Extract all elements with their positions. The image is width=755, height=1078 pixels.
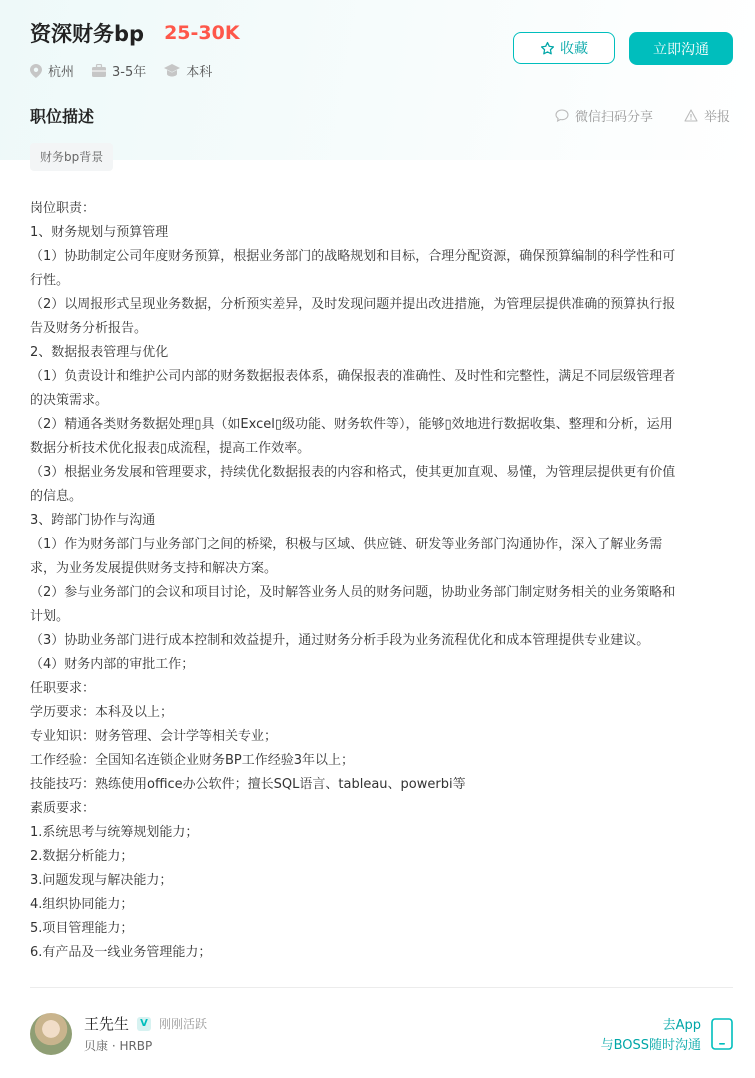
app-promo-line1: 去App [662, 1018, 701, 1033]
description-line: 任职要求： [30, 681, 96, 696]
phone-icon[interactable] [711, 1018, 733, 1050]
description-line: （1）协助制定公司年度财务预算，根据业务部门的战略规划和目标，合理分配资源，确保预算编制的科学性和可 [30, 249, 676, 264]
job-title: 资深财务bp [30, 22, 145, 46]
description-line: 6.有产品及一线业务管理能力； [30, 945, 212, 960]
app-promo-line2: 与BOSS随时沟通 [600, 1038, 701, 1053]
city-text: 杭州 [48, 65, 75, 80]
meta-experience [92, 61, 146, 80]
section-title: 职位描述 [30, 107, 95, 126]
recruiter-name-row [84, 1013, 207, 1034]
description-line: 计划。 [30, 609, 70, 624]
recruiter-name: 王先生 [84, 1015, 130, 1033]
experience-text: 3-5年 [112, 65, 147, 80]
description-line: （2）参与业务部门的会议和项目讨论，及时解答业务人员的财务问题，协助业务部门制定财务相关的业务策略和 [30, 585, 676, 600]
graduation-cap-icon [164, 64, 180, 77]
warning-icon [684, 109, 698, 122]
description-line: 1.系统思考与统筹规划能力； [30, 825, 199, 840]
chat-now-button[interactable] [629, 32, 733, 65]
description-line: 岗位职责： [30, 201, 96, 216]
description-line: 工作经验：全国知名连锁企业财务BP工作经验3年以上； [30, 753, 355, 768]
app-promo-link[interactable] [601, 1016, 701, 1056]
description-line: 2、数据报表管理与优化 [30, 345, 169, 360]
description-line: 告及财务分析报告。 [30, 321, 148, 336]
description-line: 专业知识：财务管理、会计学等相关专业； [30, 729, 278, 744]
wechat-share-link[interactable] [555, 106, 653, 125]
briefcase-icon [92, 64, 106, 77]
meta-city [30, 61, 74, 80]
report-label: 举报 [704, 110, 731, 125]
description-line: （4）财务内部的审批工作； [30, 657, 195, 672]
chat-bubble-icon [555, 109, 569, 122]
salary: 25-30K [164, 22, 240, 44]
job-meta [30, 61, 230, 80]
job-title-row [30, 16, 240, 50]
chat-now-label: 立即沟通 [653, 41, 709, 58]
avatar[interactable] [30, 1013, 72, 1055]
description-line: 3.问题发现与解决能力； [30, 873, 173, 888]
divider [30, 987, 733, 988]
meta-degree [164, 61, 212, 80]
description-line: 的决策需求。 [30, 393, 109, 408]
description-line: 1、财务规划与预算管理 [30, 225, 169, 240]
description-line: 的信息。 [30, 489, 83, 504]
active-status: 刚刚活跃 [159, 1017, 208, 1031]
description-line: 素质要求： [30, 801, 96, 816]
description-line: 数据分析技术优化报表▯成流程，提高工作效率。 [30, 441, 311, 456]
job-description [30, 197, 735, 965]
recruiter-company: 贝康 · HRBP [84, 1039, 153, 1053]
description-line: （3）协助业务部门进行成本控制和效益提升，通过财务分析手段为业务流程优化和成本管理提供专业建议。 [30, 633, 650, 648]
degree-text: 本科 [186, 65, 213, 80]
report-link[interactable] [684, 106, 730, 125]
description-line: 行性。 [30, 273, 70, 288]
description-line: 求，为业务发展提供财务支持和解决方案。 [30, 561, 278, 576]
verified-badge-icon: V [137, 1017, 151, 1031]
location-pin-icon [30, 64, 42, 78]
description-line: （1）负责设计和维护公司内部的财务数据报表体系，确保报表的准确性、及时性和完整性，满足不同层级管理者 [30, 369, 676, 384]
description-line: （2）以周报形式呈现业务数据，分析预实差异，及时发现问题并提出改进措施，为管理层提供准确的预算执行报 [30, 297, 676, 312]
star-icon [540, 41, 555, 56]
description-line: 5.项目管理能力； [30, 921, 134, 936]
job-tag: 财务bp背景 [30, 143, 113, 171]
description-line: （3）根据业务发展和管理要求，持续优化数据报表的内容和格式，使其更加直观、易懂，为管理层提供更有价值 [30, 465, 676, 480]
description-line: 技能技巧：熟练使用office办公软件；擅长SQL语言、tableau、powerbi等 [30, 777, 466, 792]
share-label: 微信扫码分享 [575, 110, 654, 125]
description-line: 2.数据分析能力； [30, 849, 134, 864]
description-line: 4.组织协同能力； [30, 897, 134, 912]
description-line: （1）作为财务部门与业务部门之间的桥梁，积极与区域、供应链、研发等业务部门沟通协作，深入了解业务需 [30, 537, 663, 552]
favorite-label: 收藏 [560, 41, 588, 57]
description-line: 学历要求：本科及以上； [30, 705, 174, 720]
description-line: （2）精通各类财务数据处理▯具（如Excel▯级功能、财务软件等），能够▯效地进行数据收集、整理和分析，运用 [30, 417, 673, 432]
favorite-button[interactable] [513, 32, 615, 64]
description-line: 3、跨部门协作与沟通 [30, 513, 156, 528]
